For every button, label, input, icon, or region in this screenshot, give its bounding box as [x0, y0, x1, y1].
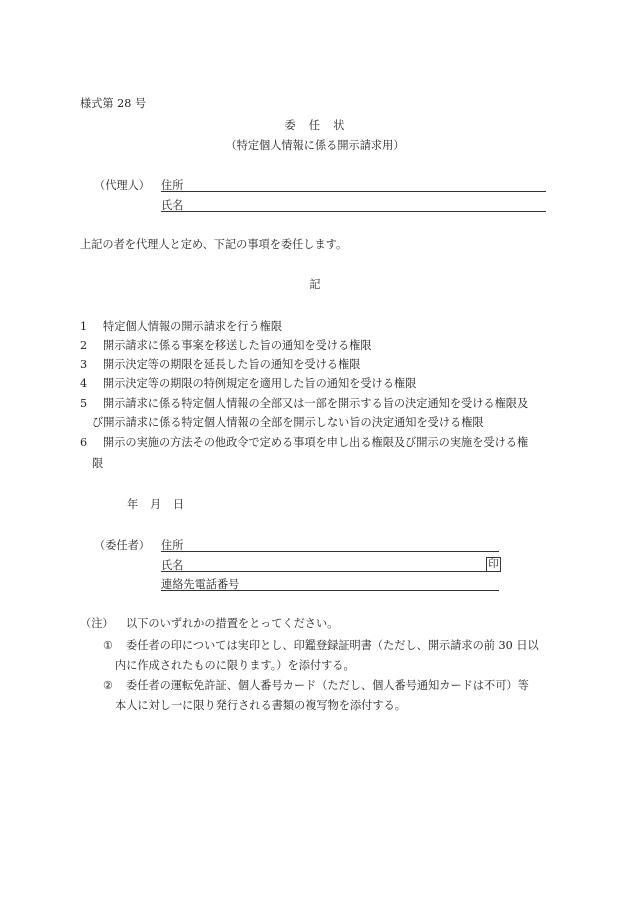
note-1-text-line-2: 内に作成されたものに限ります。）を添付する。 — [115, 659, 355, 672]
date-year-label: 年 — [127, 498, 139, 511]
delegator-address-label: 住所 — [161, 539, 184, 552]
delegator-phone-line[interactable] — [161, 590, 499, 591]
seal-mark: 印 — [486, 557, 501, 572]
note-1-text-line-1: 委任者の印については実印とし、印鑑登録証明書（ただし、開示請求の前 30 日以 — [126, 639, 539, 652]
ki-heading: 記 — [309, 278, 321, 291]
item-1-text: 特定個人情報の開示請求を行う権限 — [103, 320, 283, 333]
agent-name-label: 氏名 — [161, 199, 184, 212]
document-title: 委 任 状 — [284, 119, 346, 132]
date-month-label: 月 — [150, 498, 162, 511]
delegation-text: 上記の者を代理人と定め、下記の事項を委任します。 — [80, 238, 348, 251]
notes-label: （注） — [80, 617, 114, 630]
item-6-text-line-2: 限 — [92, 457, 104, 470]
item-6-number: 6 — [80, 436, 88, 449]
item-2-text: 開示請求に係る事案を移送した旨の通知を受ける権限 — [103, 339, 372, 352]
note-1-mark: ① — [103, 639, 114, 652]
item-5-text-line-2: び開示請求に係る特定個人情報の全部を開示しない旨の決定通知を受ける権限 — [92, 416, 484, 429]
notes-intro: 以下のいずれかの措置をとってください。 — [126, 617, 339, 630]
item-3-number: 3 — [80, 358, 88, 371]
item-1-number: 1 — [80, 320, 88, 333]
delegator-label: （委任者） — [94, 539, 150, 552]
delegator-name-label: 氏名 — [161, 559, 184, 572]
item-5-text-line-1: 開示請求に係る特定個人情報の全部又は一部を開示する旨の決定通知を受ける権限及 — [103, 397, 529, 410]
date-day-label: 日 — [173, 498, 185, 511]
delegator-name-line[interactable] — [161, 571, 499, 572]
delegator-address-line[interactable] — [161, 551, 499, 552]
note-2-text-line-2: 本人に対し一に限り発行される書類の複写物を添付する。 — [115, 699, 406, 712]
agent-address-line[interactable] — [161, 191, 546, 192]
item-2-number: 2 — [80, 339, 88, 352]
item-4-number: 4 — [80, 377, 88, 390]
delegator-phone-label: 連絡先電話番号 — [161, 578, 240, 591]
item-5-number: 5 — [80, 397, 88, 410]
agent-label: （代理人） — [94, 179, 150, 192]
form-number: 様式第 28 号 — [80, 97, 147, 110]
note-2-text-line-1: 委任者の運転免許証、個人番号カード（ただし、個人番号通知カードは不可）等 — [126, 679, 529, 692]
item-6-text-line-1: 開示の実施の方法その他政令で定める事項を申し出る権限及び開示の実施を受ける権 — [103, 436, 529, 449]
agent-address-label: 住所 — [161, 179, 184, 192]
item-4-text: 開示決定等の期限の特例規定を適用した旨の通知を受ける権限 — [103, 377, 417, 390]
note-2-mark: ② — [103, 679, 114, 692]
item-3-text: 開示決定等の期限を延長した旨の通知を受ける権限 — [103, 358, 361, 371]
agent-name-line[interactable] — [161, 211, 546, 212]
document-subtitle: （特定個人情報に係る開示請求用） — [225, 139, 405, 152]
